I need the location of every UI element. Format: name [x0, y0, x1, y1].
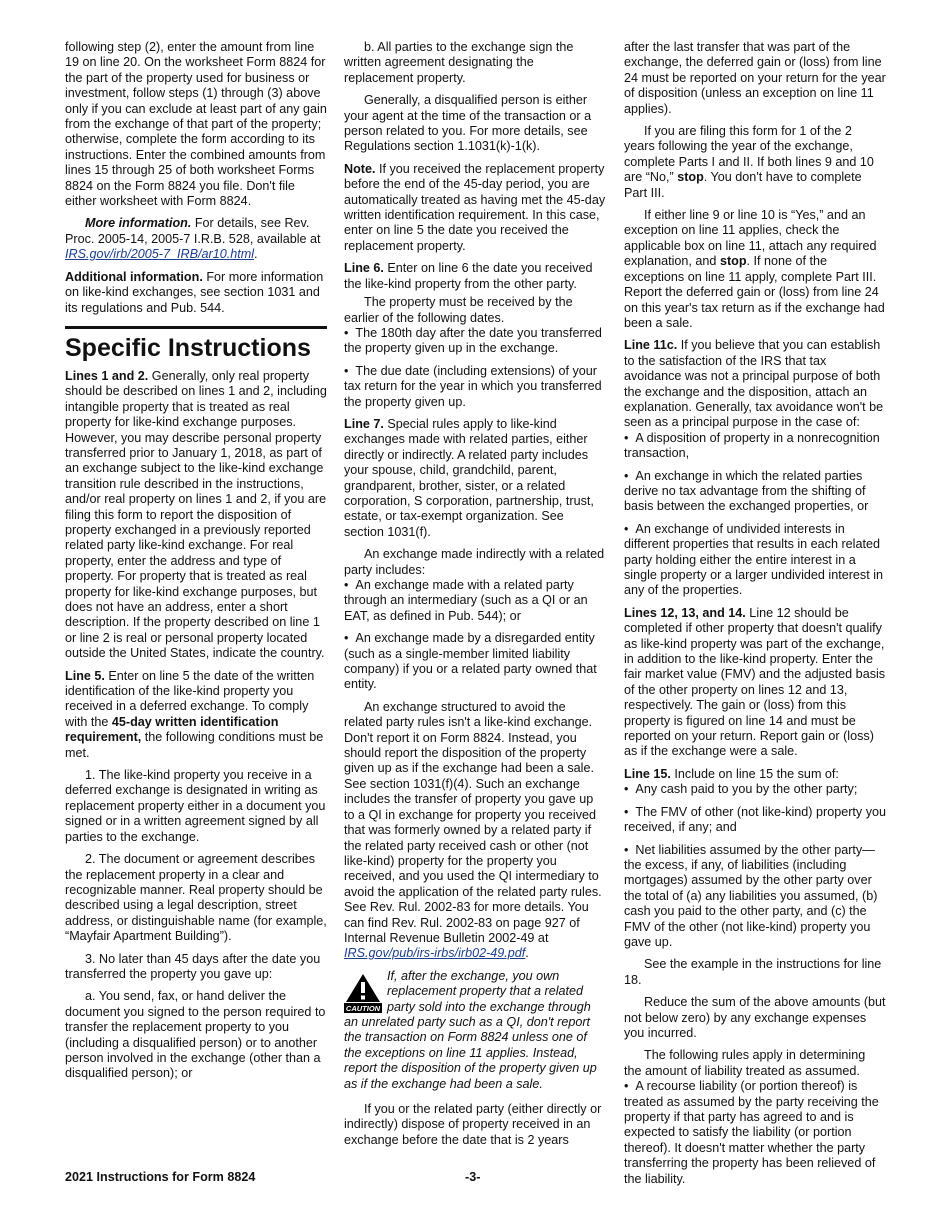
paragraph: Generally, a disqualified person is either your agent at the time of the transaction or a person related to you. For more details, see Regulations section 1.1031(k)-1(k).: [344, 93, 592, 154]
paragraph: following step (2), enter the amount from line 19 on line 20. On the worksheet Form 8824 for the part of the property used for business or investment, follow steps (1) through (3) above only if you can exclude at least part of any gain from the exchange of that part of the property; otherwise, complete the form according to its instructions. Enter the combined amounts from lines 15 through 25 of both worksheet Forms 8824 on the Form 8824 you file. Don't file either worksheet with Form 8824.: [65, 40, 327, 209]
caution-label: CAUTION: [345, 1003, 381, 1013]
paragraph: An exchange structured to avoid the related party rules isn't a like-kind exchange. Don't report it on Form 8824. Instead, you should report the disposition of the property given up as if the exchange had been a sale. See section 1031(f)(4). Such an exchange includes the transfer of property you gave up to a QI in exchange for property you received that was formerly owned by a related party if the related party received cash or other (not like-kind) property for the property you received, and you used the QI intermediary to avoid the application of the related party rules. See Rev. Rul. 2002-83 for more details. You can find Rev. Rul. 2002-83 on page 927 of Internal Revenue Bulletin 2002-49 at IRS.gov/pub/irs-irbs/irb02-49.pdf.: [344, 699, 602, 961]
list-item: • An exchange made by a disregarded entity (such as a single-member limited liability company) if you or a related party owned that entity.: [344, 631, 606, 693]
caution-text: If, after the exchange, you own replacement property that a related party sold into the exchange through an unrelated party such as a QI, don't report the transaction on Form 8824 unless one of the exceptions on line 11 applies. Instead, report the disposition of the property given up as if the exchange had been a sale.: [344, 968, 597, 1091]
line-11c-paragraph: Line 11c. If you believe that you can establish to the satisfaction of the IRS that tax avoidance was not a principal purpose of both the exchange and the disposition, attach an explanation. Generally, tax avoidance won't be seen as a principal purpose in the case of:: [624, 338, 884, 430]
paragraph: Reduce the sum of the above amounts (but not below zero) by any exchange expenses you incurred.: [624, 995, 886, 1040]
list-item: • The 180th day after the date you transferred the property given up in the exchange.: [344, 326, 606, 357]
condition-3: 3. No later than 45 days after the date you transferred the property you gave up:: [65, 951, 321, 981]
list-item: • Net liabilities assumed by the other party—the excess, if any, of liabilities (including mortgages) assumed by the other party over the total of (a) any liabilities you assumed, (b) cash you paid to the other party, and (c) the FMV of the other (not like-kind) property you gave up.: [624, 843, 886, 951]
column-1: [65, 40, 327, 1089]
condition-1: 1. The like-kind property you receive in a deferred exchange is designated in writing as replacement property either in a document you signed or in a written agreement signed by all parties to the exchange.: [65, 768, 326, 844]
additional-information-paragraph: Additional information. For more information on like-kind exchanges, see section 1031 and its regulations and Pub. 544.: [65, 269, 324, 315]
line-6-paragraph: Line 6. Enter on line 6 the date you received the like-kind property from the other party.: [344, 261, 593, 291]
paragraph: An exchange made indirectly with a related party includes:: [344, 547, 605, 577]
condition-3b: b. All parties to the exchange sign the written agreement designating the replacement property.: [344, 40, 574, 85]
lines-1-2-paragraph: Lines 1 and 2. Generally, only real property should be described on lines 1 and 2, including intangible property that is treated as real property for like-kind exchange purposes. However, you may describe personal property transferred prior to January 1, 2018, as part of an exchange subject to the like-kind exchange transition rule described in the instructions, and/or real property on lines 1 and 2, if you are filing this form to report the disposition of property exchanged in a previously reported related party like-kind exchange. For real property, enter the address and type of property. For property that is treated as real property for like-kind exchange purposes, but does not have an address, enter a short description. If the property described on line 1 or line 2 is real or personal property located outside the United States, indicate the country.: [65, 368, 327, 661]
list-item: • An exchange of undivided interests in different properties that results in each related party holding either the entire interest in a single property or a larger undivided interest in any of the properties.: [624, 522, 886, 599]
note-paragraph: Note. If you received the replacement property before the end of the 45-day period, you are automatically treated as having met the 45-day written identification requirement. In this case, enter on line 5 the date you received the replacement property.: [344, 161, 606, 253]
column-2: [344, 40, 606, 1155]
paragraph: The following rules apply in determining the amount of liability treated as assumed.: [624, 1048, 866, 1078]
paragraph: See the example in the instructions for line 18.: [624, 957, 882, 987]
list-item: • The due date (including extensions) of your tax return for the year in which you transferred the property given up.: [344, 364, 606, 410]
more-information-paragraph: More information. For details, see Rev. Proc. 2005-14, 2005-7 I.R.B. 528, available at IRS.gov/irb/2005-7_IRB/ar10.html.: [65, 216, 321, 262]
caution-icon: [344, 973, 382, 1013]
paragraph: If either line 9 or line 10 is “Yes,” and an exception on line 11 applies, check the applicable box on line 11, attach any required explanation, and stop. If none of the exceptions on line 11 apply, complete Part III. Report the deferred gain or (loss) from line 24 on this year's tax return as if the exchange had been a sale.: [624, 208, 885, 330]
lines-12-14-paragraph: Lines 12, 13, and 14. Line 12 should be completed if other property that doesn't qualify as like-kind property was part of the exchange, in addition to the like-kind property. Enter the fair market value (FMV) and the adjusted basis of the other property on lines 12 and 13, respectively. The gain or (loss) from this property is figured on line 14 and must be reported on your return. Report gain or (loss) as if the exchange were a sale.: [624, 605, 886, 759]
page-number: -3-: [465, 1170, 481, 1184]
list-item: • A disposition of property in a nonrecognition transaction,: [624, 431, 886, 462]
condition-2: 2. The document or agreement describes the replacement property in a clear and recognizable manner. Real property should be described using a legal description, street address, or distinguishable name (for example, “Mayfair Apartment Building”).: [65, 852, 327, 944]
list-item: • The FMV of other (not like-kind) property you received, if any; and: [624, 805, 886, 836]
paragraph: after the last transfer that was part of the exchange, the deferred gain or (loss) from line 24 must be reported on your return for the year of disposition (unless an exception on line 11 applies).: [624, 40, 886, 116]
condition-3a: a. You send, fax, or hand deliver the document you signed to the person required to transfer the replacement property to you (including a disqualified person) or to another person involved in the exchange (other than a disqualified person); or: [65, 989, 326, 1081]
paragraph: The property must be received by the earlier of the following dates.: [344, 295, 573, 325]
list-item: • Any cash paid to you by the other party;: [624, 782, 886, 797]
irb02-49-link[interactable]: IRS.gov/pub/irs-irbs/irb02-49.pdf: [344, 946, 526, 961]
section-divider: [65, 326, 327, 329]
paragraph: If you or the related party (either directly or indirectly) dispose of property received in an exchange before the date that is 2 years: [344, 1102, 602, 1147]
caution-box: [344, 969, 606, 1092]
page-title: Specific Instructions: [65, 333, 311, 362]
footer-title: 2021 Instructions for Form 8824: [65, 1170, 256, 1184]
paragraph: If you are filing this form for 1 of the 2 years following the year of the exchange, complete Parts I and II. If both lines 9 and 10 are “No,” stop. You don't have to complete Part III.: [624, 124, 874, 200]
list-item: • A recourse liability (or portion thereof) is treated as assumed by the party receiving the property if that party has agreed to and is expected to satisfy the liability (or portion thereof). It doesn't matter whether the party transferring the property has been relieved of the liability.: [624, 1079, 886, 1187]
list-item: • An exchange in which the related parties derive no tax advantage from the shifting of basis between the exchanged properties, or: [624, 469, 886, 515]
irb-link[interactable]: IRS.gov/irb/2005-7_IRB/ar10.html: [65, 247, 254, 262]
column-3: [624, 40, 886, 1194]
list-item: • An exchange made with a related party through an intermediary (such as a QI or an EAT, as defined in Pub. 544); or: [344, 578, 606, 624]
line-15-paragraph: Line 15. Include on line 15 the sum of:: [624, 766, 839, 781]
line-5-paragraph: Line 5. Enter on line 5 the date of the written identification of the like-kind property you received in a deferred exchange. To comply with the 45-day written identification requirement, the following conditions must be met.: [65, 668, 324, 760]
line-7-paragraph: Line 7. Special rules apply to like-kind exchanges made with related parties, either directly or indirectly. A related party includes your spouse, child, grandchild, parent, grandparent, brother, sister, or a related corporation, S corporation, partnership, trust, estate, or tax-exempt organization. See section 1031(f).: [344, 416, 594, 539]
